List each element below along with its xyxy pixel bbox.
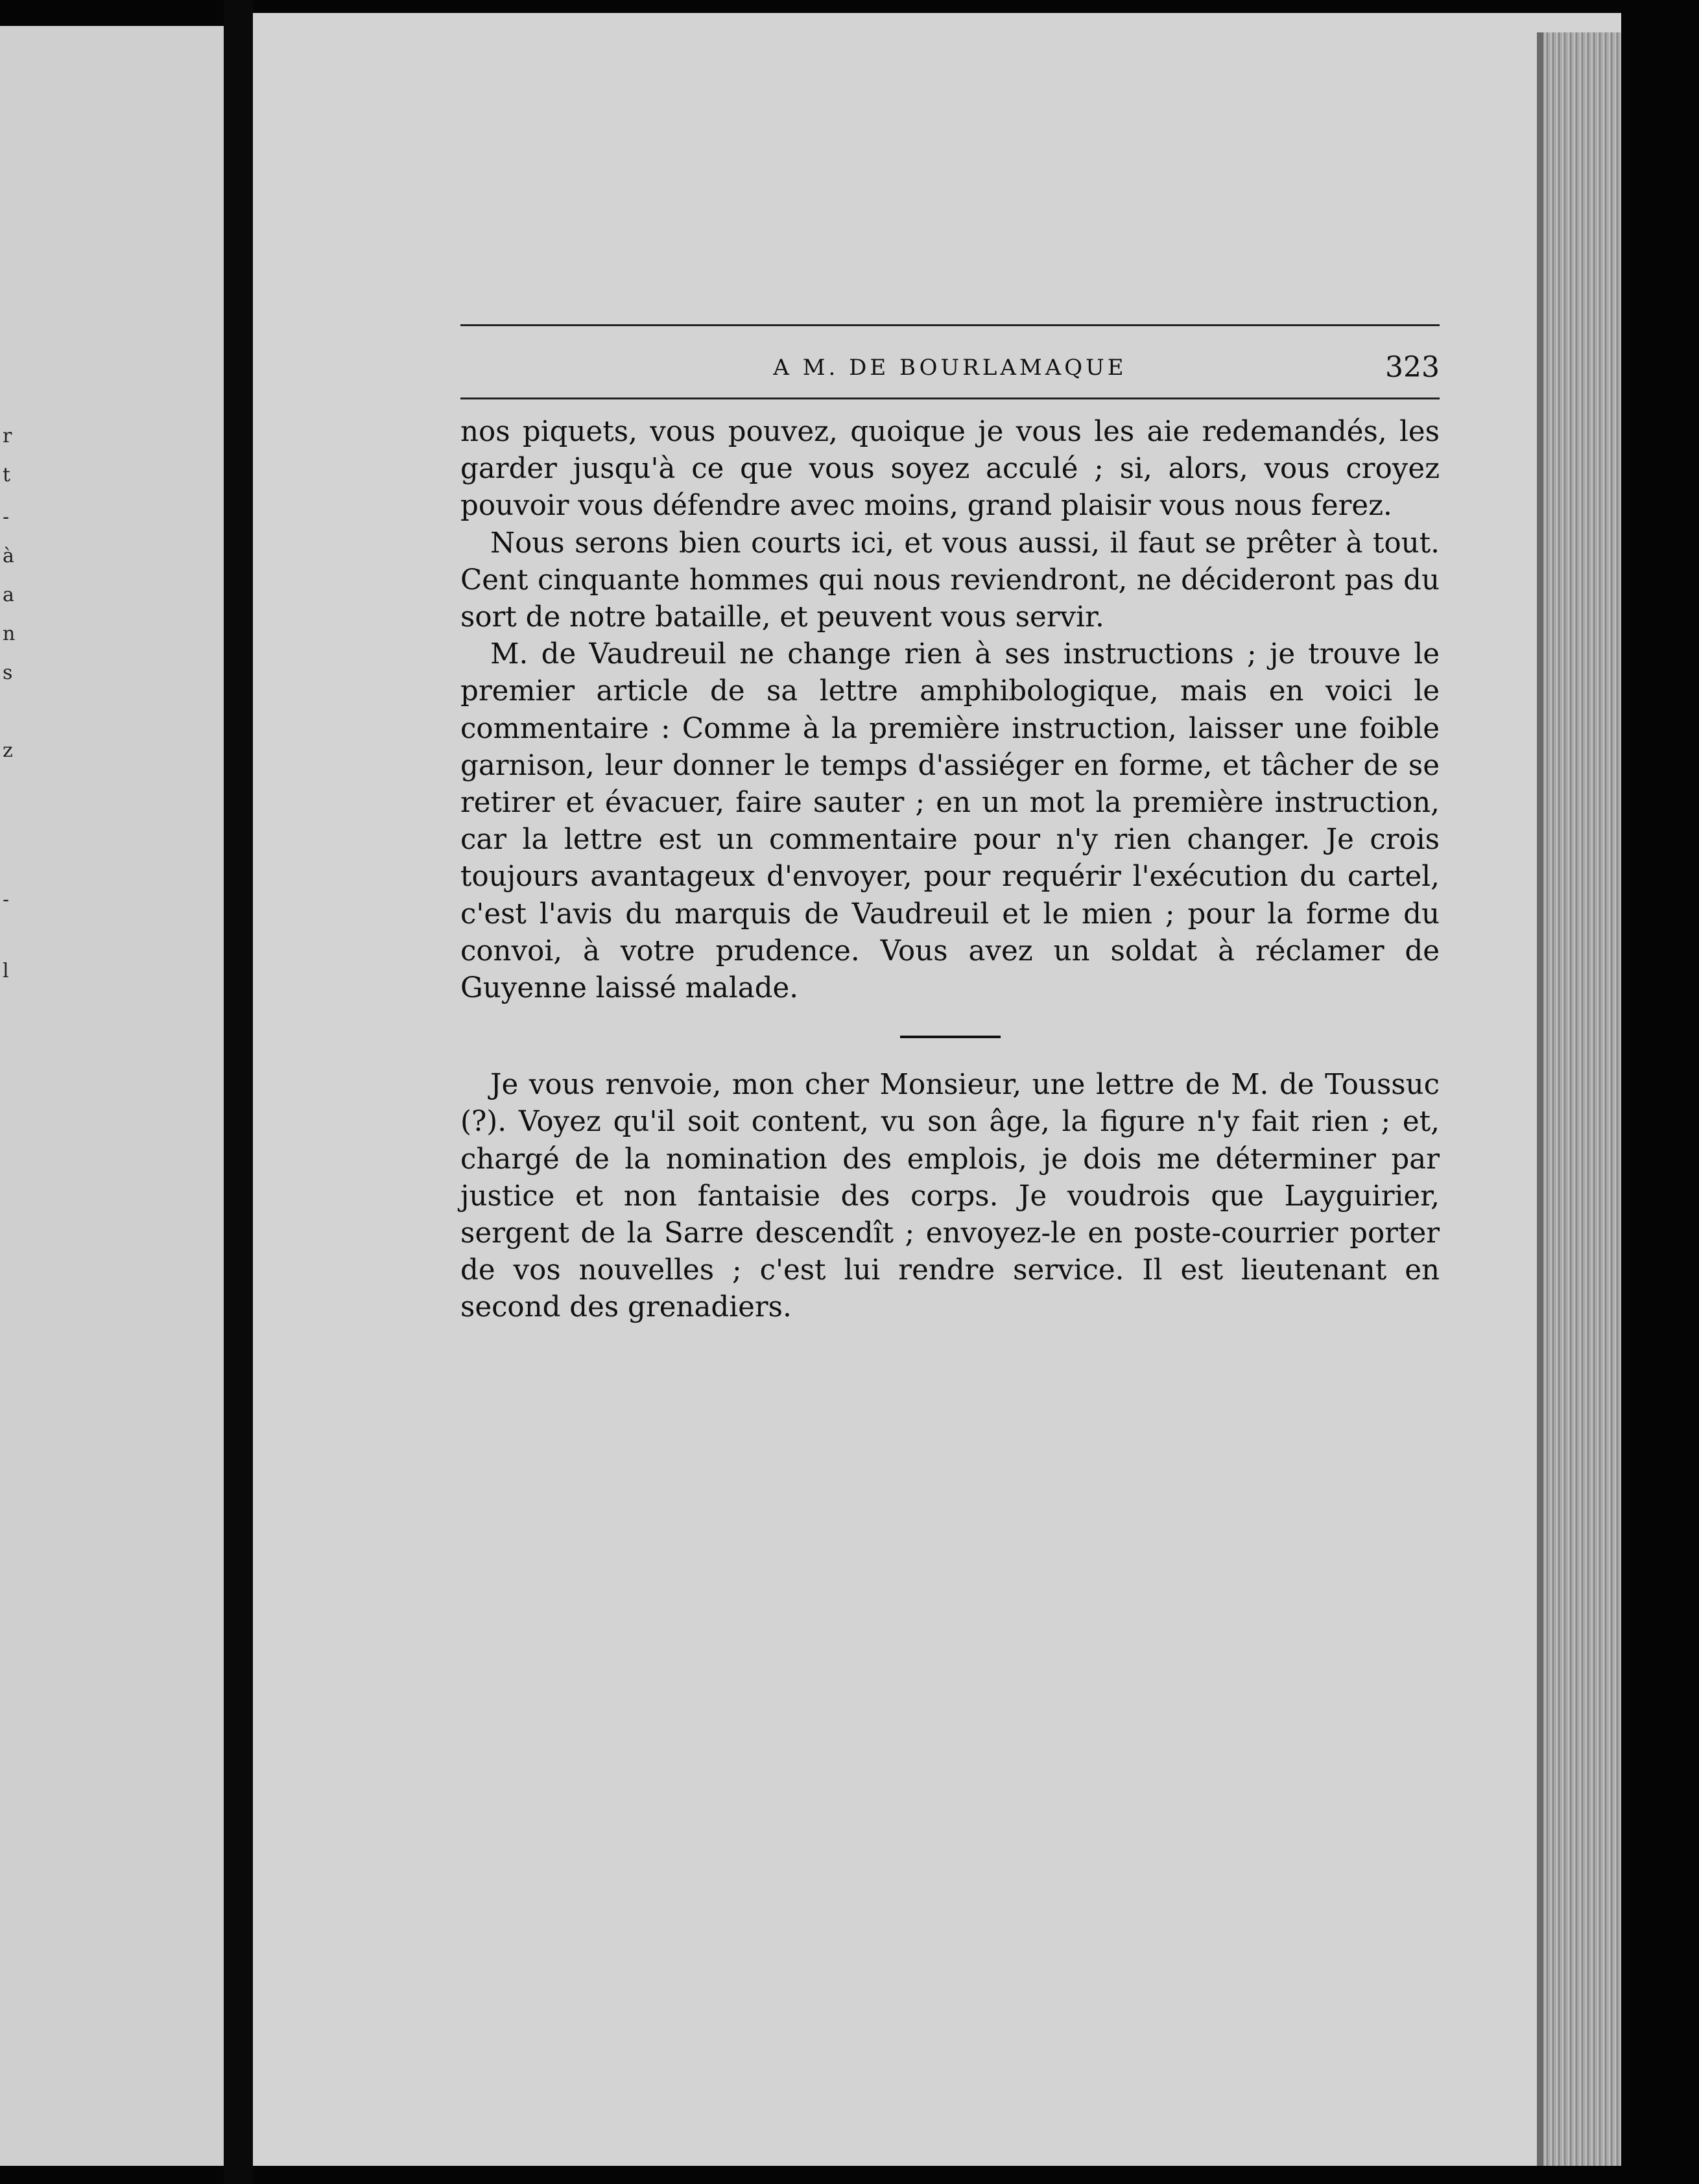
previous-page-fragment [0,26,224,2166]
body-text [460,414,1440,1327]
page-number: 323 [1385,351,1440,384]
page-content [460,324,1440,1327]
margin-fragment: z [3,739,13,762]
book-page [253,13,1621,2166]
margin-fragment: s [3,661,13,684]
margin-fragment: - [3,888,10,911]
previous-page-margin-text [0,26,19,2166]
margin-fragment: à [3,545,14,567]
margin-fragment: n [3,623,16,645]
paragraph: Je vous renvoie, mon cher Monsieur, une lettre de M. de Toussuc (?). Voyez qu'il soit content, vu son âge, la figure n'y fait rien ; et, chargé de la nomination des emplois, je dois me déterminer par justice et non fantaisie des corps. Je voudrois que Layguirier, sergent de la Sarre descendît ; envoyez-le en poste-courrier porter de vos nouvelles ; c'est lui rendre service. Il est lieutenant en second des grenadiers. [460,1069,1440,1324]
paragraph: M. de Vaudreuil ne change rien à ses instructions ; je trouve le premier article de sa lettre amphibologique, mais en voici le commentaire : Comme à la première instruction, laisser une foible garnison, leur donner le temps d'assiéger en forme, et tâcher de se retirer et évacuer, faire sauter ; en un mot la première instruction, car la lettre est un commentaire pour n'y rien changer. Je crois toujours avantageux d'envoyer, pour requérir l'exécution du cartel, c'est l'avis du marquis de Vaudreuil et le mien ; pour la forme du convoi, à votre prudence. Vous avez un soldat à réclamer de Guyenne laissé malade. [460,638,1440,1005]
margin-fragment: r [3,425,12,447]
margin-fragment: a [3,584,14,606]
margin-fragment: l [3,960,9,982]
margin-fragment: t [3,464,11,486]
running-head: A M. DE BOURLAMAQUE [773,355,1127,381]
header-bottom-rule [460,398,1440,399]
stacked-page-edges [1543,32,1621,2166]
page-edge-shadow [1537,32,1543,2166]
margin-fragment: - [3,506,10,528]
paragraph: nos piquets, vous pouvez, quoique je vous les aie redemandés, les garder jusqu'à ce que vous soyez acculé ; si, alors, vous croyez pouvoir vous défendre avec moins, grand plaisir vous nous ferez. [460,416,1440,523]
paragraph: Nous serons bien courts ici, et vous aussi, il faut se prêter à tout. Cent cinquante hommes qui nous reviendront, ne décideront pas du sort de notre bataille, et peuvent vous servir. [460,527,1440,634]
section-separator [900,1036,1001,1038]
book-gutter [224,0,253,2184]
page-header [460,326,1440,398]
